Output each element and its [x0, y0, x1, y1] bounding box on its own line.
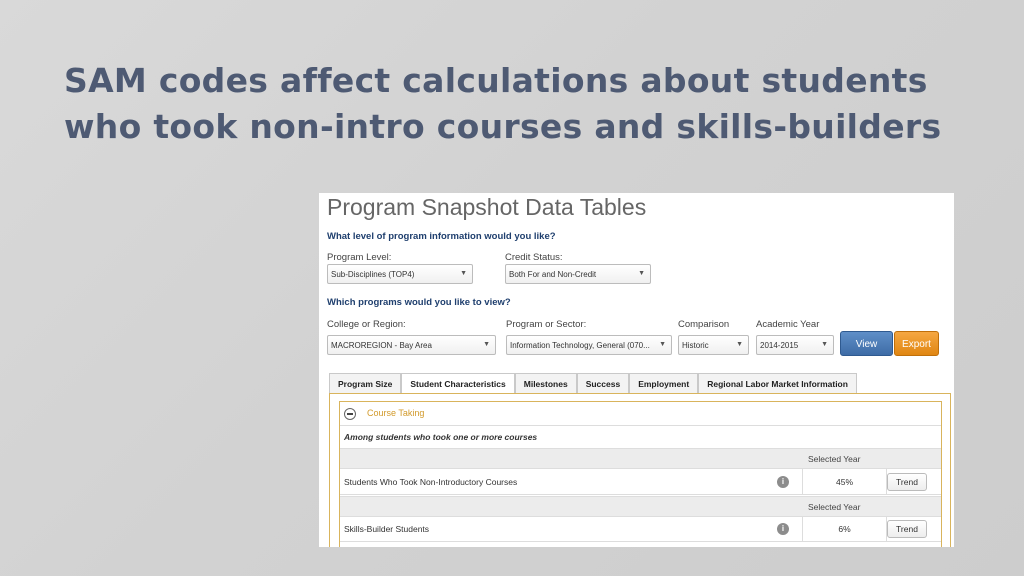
trend-button[interactable]: Trend: [887, 520, 927, 538]
program-sector-label: Program or Sector:: [506, 319, 587, 330]
trend-button[interactable]: Trend: [887, 473, 927, 491]
row-value: 45%: [802, 469, 887, 495]
row-name: Skills-Builder Students: [344, 524, 430, 534]
info-icon[interactable]: i: [777, 476, 789, 488]
academic-year-label: Academic Year: [756, 319, 820, 330]
section-label: Course Taking: [367, 408, 425, 418]
tab-student-characteristics[interactable]: Student Characteristics: [401, 373, 514, 395]
slide-title-line-2: who took non-intro courses and skills-builders: [64, 107, 942, 146]
program-level-select[interactable]: [327, 264, 473, 284]
tab-bar: [329, 373, 857, 394]
program-snapshot-screenshot: [319, 193, 954, 547]
slide-title-line-1: SAM codes affect calculations about students: [64, 61, 928, 100]
college-region-select[interactable]: [327, 335, 496, 355]
column-header: [340, 448, 941, 469]
chevron-down-icon: ▼: [659, 341, 666, 348]
program-sector-select[interactable]: [506, 335, 672, 355]
selected-year-header: Selected Year: [808, 502, 861, 512]
chevron-down-icon: ▼: [638, 270, 645, 277]
program-sector-value: Information Technology, General (070...: [510, 341, 650, 350]
page-title: Program Snapshot Data Tables: [327, 194, 647, 220]
chevron-down-icon: ▼: [483, 341, 490, 348]
credit-status-select[interactable]: [505, 264, 651, 284]
academic-year-select[interactable]: [756, 335, 834, 355]
credit-status-value: Both For and Non-Credit: [509, 270, 597, 279]
program-level-label: Program Level:: [327, 252, 392, 263]
comparison-label: Comparison: [678, 319, 730, 330]
comparison-select[interactable]: [678, 335, 749, 355]
selected-year-header: Selected Year: [808, 454, 861, 464]
tab-success[interactable]: Success: [577, 373, 630, 394]
section-header[interactable]: [340, 402, 941, 426]
question-program-level: What level of program information would you like?: [327, 231, 556, 242]
credit-status-label: Credit Status:: [505, 252, 563, 263]
column-header: [340, 496, 941, 517]
chevron-down-icon: ▼: [821, 341, 828, 348]
table-row: [340, 469, 941, 495]
table-row: [340, 516, 941, 542]
course-taking-section: [339, 401, 942, 547]
row-name: Students Who Took Non-Introductory Courses: [344, 477, 518, 487]
tab-panel: [329, 393, 951, 547]
chevron-down-icon: ▼: [736, 341, 743, 348]
collapse-icon[interactable]: [344, 408, 356, 420]
program-level-value: Sub-Disciplines (TOP4): [331, 270, 415, 279]
tab-milestones[interactable]: Milestones: [515, 373, 577, 394]
export-button[interactable]: Export: [894, 331, 939, 356]
question-programs: Which programs would you like to view?: [327, 297, 511, 308]
row-value: 6%: [802, 516, 887, 542]
view-button[interactable]: View: [840, 331, 893, 356]
academic-year-value: 2014-2015: [760, 341, 799, 350]
comparison-value: Historic: [682, 341, 709, 350]
tab-employment[interactable]: Employment: [629, 373, 698, 394]
tab-regional-labor-market[interactable]: Regional Labor Market Information: [698, 373, 857, 394]
chevron-down-icon: ▼: [460, 270, 467, 277]
slide-title: [64, 58, 964, 150]
college-region-label: College or Region:: [327, 319, 406, 330]
section-subtitle: Among students who took one or more courses: [344, 432, 538, 442]
college-region-value: MACROREGION - Bay Area: [331, 341, 432, 350]
info-icon[interactable]: i: [777, 523, 789, 535]
tab-program-size[interactable]: Program Size: [329, 373, 401, 394]
